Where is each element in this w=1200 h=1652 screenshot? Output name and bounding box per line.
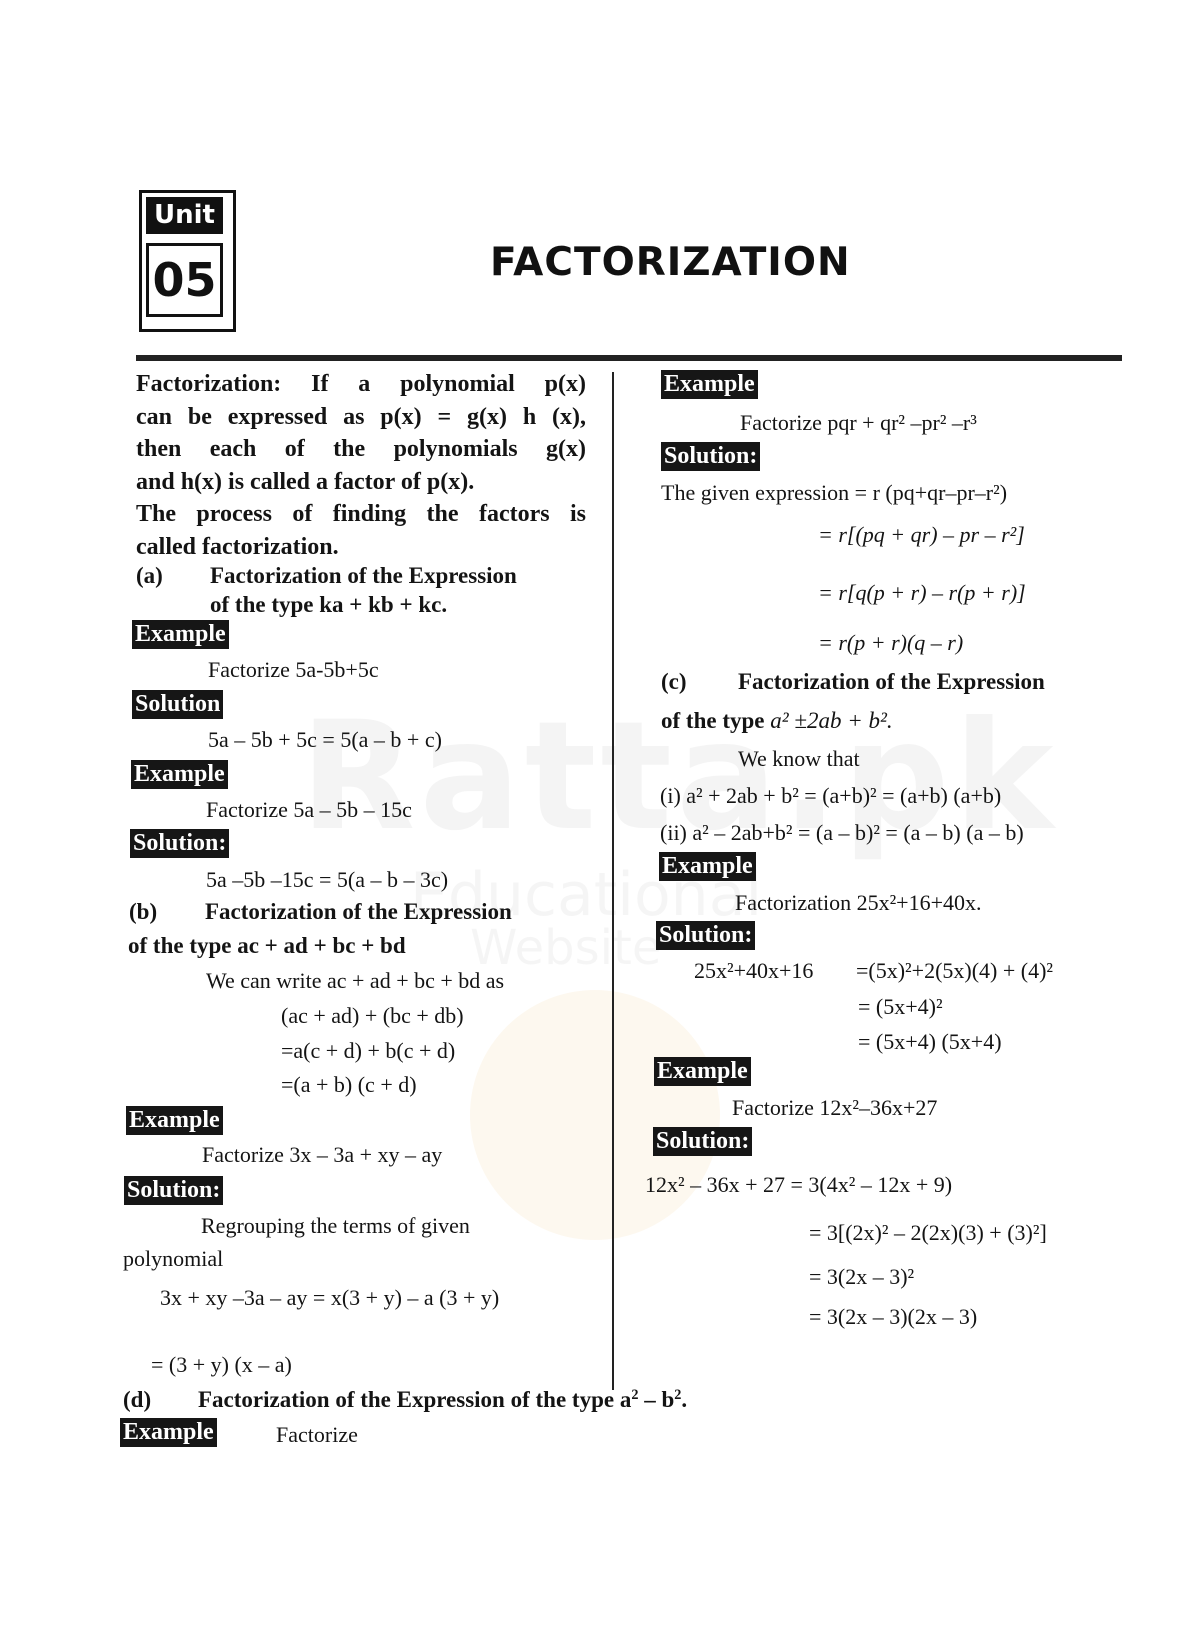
unit-label: Unit (146, 197, 223, 234)
math-step: = (5x+4) (5x+4) (858, 1029, 1002, 1054)
section-b-marker: (b) (129, 899, 158, 924)
math-step: = r[q(p + r) – r(p + r)] (818, 580, 1026, 605)
math-step: = r[(pq + qr) – pr – r²] (818, 522, 1025, 547)
math-step: = 3(2x – 3)(2x – 3) (809, 1304, 978, 1329)
math-step: = (5x+4)² (858, 994, 943, 1019)
section-c-heading-2: of the type a² ±2ab + b². (661, 708, 893, 733)
unit-number: 05 (146, 243, 223, 317)
unit-badge (139, 190, 236, 332)
section-b-heading-2: of the type ac + ad + bc + bd (128, 933, 406, 958)
example-prompt: Factorize 5a-5b+5c (208, 657, 379, 682)
solution-line: The given expression = r (pq+qr–pr–r²) (661, 480, 1008, 505)
body-text: Regrouping the terms of given (201, 1213, 470, 1238)
math-step: = 3[(2x)² – 2(2x)(3) + (3)²] (809, 1220, 1047, 1245)
solution-tag: Solution: (656, 921, 755, 950)
definition-line: can be expressed as p(x) = g(x) h (x), (136, 403, 586, 430)
body-text: We can write ac + ad + bc + bd as (206, 968, 505, 993)
definition-line: and h(x) is called a factor of p(x). (136, 468, 475, 495)
definition-line: then each of the polynomials g(x) (136, 436, 586, 462)
watermark-mascot (470, 990, 720, 1240)
example-prompt: Factorize (276, 1422, 358, 1447)
body-text: polynomial (123, 1246, 224, 1271)
solution-tag: Solution (132, 690, 223, 719)
section-a-marker: (a) (136, 563, 163, 588)
section-a-heading-2: of the type ka + kb + kc. (210, 592, 448, 617)
solution-line: 5a – 5b + 5c = 5(a – b + c) (208, 727, 442, 752)
page-title: FACTORIZATION (490, 240, 851, 285)
definition-line: called factorization. (136, 533, 339, 560)
identity-1: (i) a² + 2ab + b² = (a+b)² = (a+b) (a+b) (660, 783, 1002, 808)
section-c-marker: (c) (661, 669, 687, 694)
section-b-heading: Factorization of the Expression (205, 899, 512, 924)
section-c-heading: Factorization of the Expression (738, 669, 1045, 694)
definition-paragraph (136, 368, 586, 563)
section-d-heading: Factorization of the Expression of the type $a^2 - b^2$. (198, 1387, 688, 1412)
example-prompt: Factorize 12x²–36x+27 (732, 1095, 938, 1120)
example-tag: Example (132, 620, 229, 649)
example-tag: Example (659, 852, 756, 881)
section-d-marker: (d) (123, 1387, 152, 1412)
math-step: = r(p + r)(q – r) (818, 630, 964, 655)
identity-2: (ii) a² – 2ab+b² = (a – b)² = (a – b) (a – b) (660, 820, 1024, 845)
example-tag: Example (120, 1418, 217, 1447)
body-text: We know that (738, 746, 860, 771)
math-step: 25x²+40x+16 (694, 958, 814, 983)
math-step: 3x + xy –3a – ay = x(3 + y) – a (3 + y) (160, 1285, 500, 1310)
solution-line: 5a –5b –15c = 5(a – b – 3c) (206, 867, 449, 892)
math-step: = (3 + y) (x – a) (151, 1352, 292, 1377)
column-divider (612, 372, 614, 1390)
solution-tag: Solution: (124, 1176, 223, 1205)
example-tag: Example (661, 370, 758, 399)
solution-tag: Solution: (130, 829, 229, 858)
math-step: =(5x)²+2(5x)(4) + (4)² (856, 958, 1054, 983)
solution-tag: Solution: (661, 442, 760, 471)
math-step: (ac + ad) + (bc + db) (281, 1003, 464, 1028)
definition-line: Factorization: If a polynomial p(x) (136, 371, 586, 397)
solution-tag: Solution: (653, 1127, 752, 1156)
example-prompt: Factorize 5a – 5b – 15c (206, 797, 412, 822)
example-prompt: Factorization 25x²+16+40x. (735, 890, 982, 915)
example-prompt: Factorize 3x – 3a + xy – ay (202, 1142, 443, 1167)
math-step: 12x² – 36x + 27 = 3(4x² – 12x + 9) (645, 1172, 953, 1197)
example-prompt: Factorize pqr + qr² –pr² –r³ (740, 410, 977, 435)
example-tag: Example (131, 760, 228, 789)
math-step: = 3(2x – 3)² (809, 1264, 915, 1289)
example-tag: Example (654, 1057, 751, 1086)
math-step: =a(c + d) + b(c + d) (281, 1038, 456, 1063)
header-rule (136, 355, 1122, 361)
math-step: =(a + b) (c + d) (281, 1072, 417, 1097)
example-tag: Example (126, 1106, 223, 1135)
definition-line: The process of finding the factors is (136, 501, 586, 527)
section-a-heading: Factorization of the Expression (210, 563, 517, 588)
